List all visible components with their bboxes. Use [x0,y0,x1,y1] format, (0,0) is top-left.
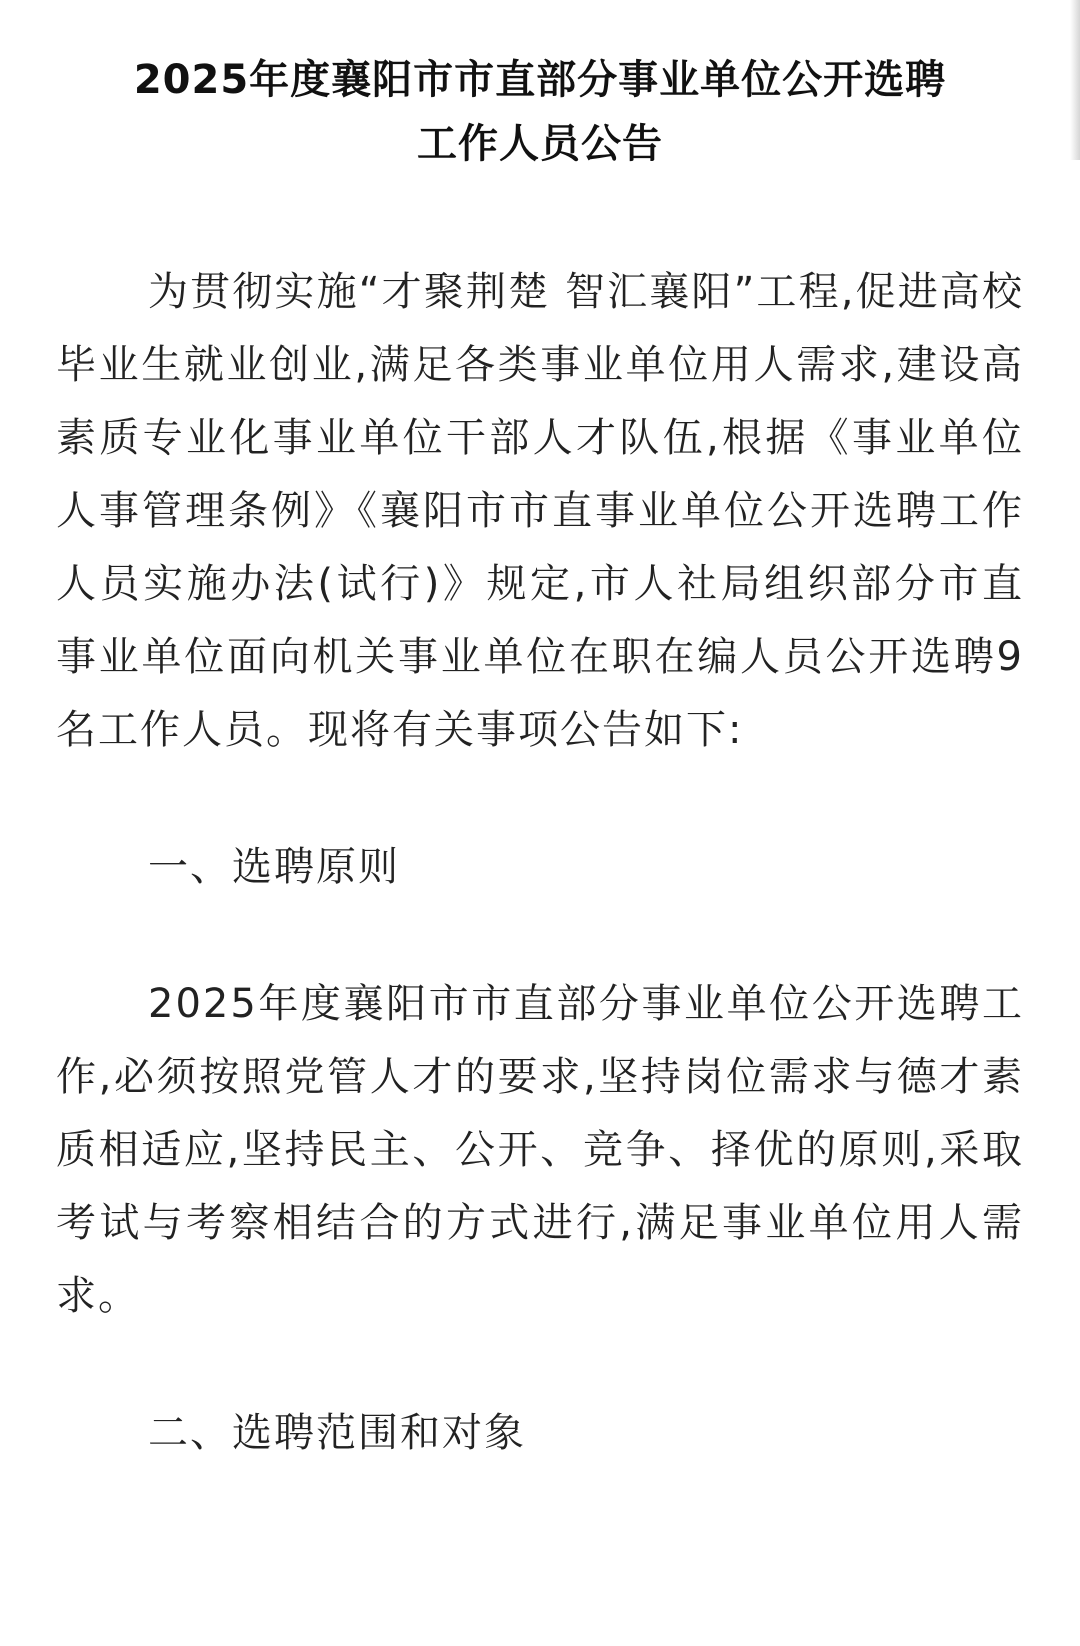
title-line-2: 工作人员公告 [417,121,663,167]
spacer [56,904,1024,968]
section-2-heading: 二、选聘范围和对象 [148,1410,526,1456]
spacer [56,1333,1024,1397]
section-1-body: 2025年度襄阳市市直部分事业单位公开选聘工作,必须按照党管人才的要求,坚持岗位需求与德才素质相适应,坚持民主、公开、竞争、择优的原则,采取考试与考察相结合的方式进行,满足事业单位用人需求。 [56,981,1024,1319]
section-1-heading: 一、选聘原则 [148,844,400,890]
title-line-1: 2025年度襄阳市市直部分事业单位公开选聘 [133,57,947,103]
spacer [56,767,1024,831]
notice-title [56,48,1024,176]
scroll-edge-shadow [1070,0,1080,160]
intro-paragraph: 为贯彻实施“才聚荆楚 智汇襄阳”工程,促进高校毕业生就业创业,满足各类事业单位用人需求,建设高素质专业化事业单位干部人才队伍,根据《事业单位人事管理条例》《襄阳市市直事业单位公开选聘工作人员实施办法(试行)》规定,市人社局组织部分市直事业单位面向机关事业单位在职在编人员公开选聘9名工作人员。现将有关事项公告如下: [56,269,1024,753]
